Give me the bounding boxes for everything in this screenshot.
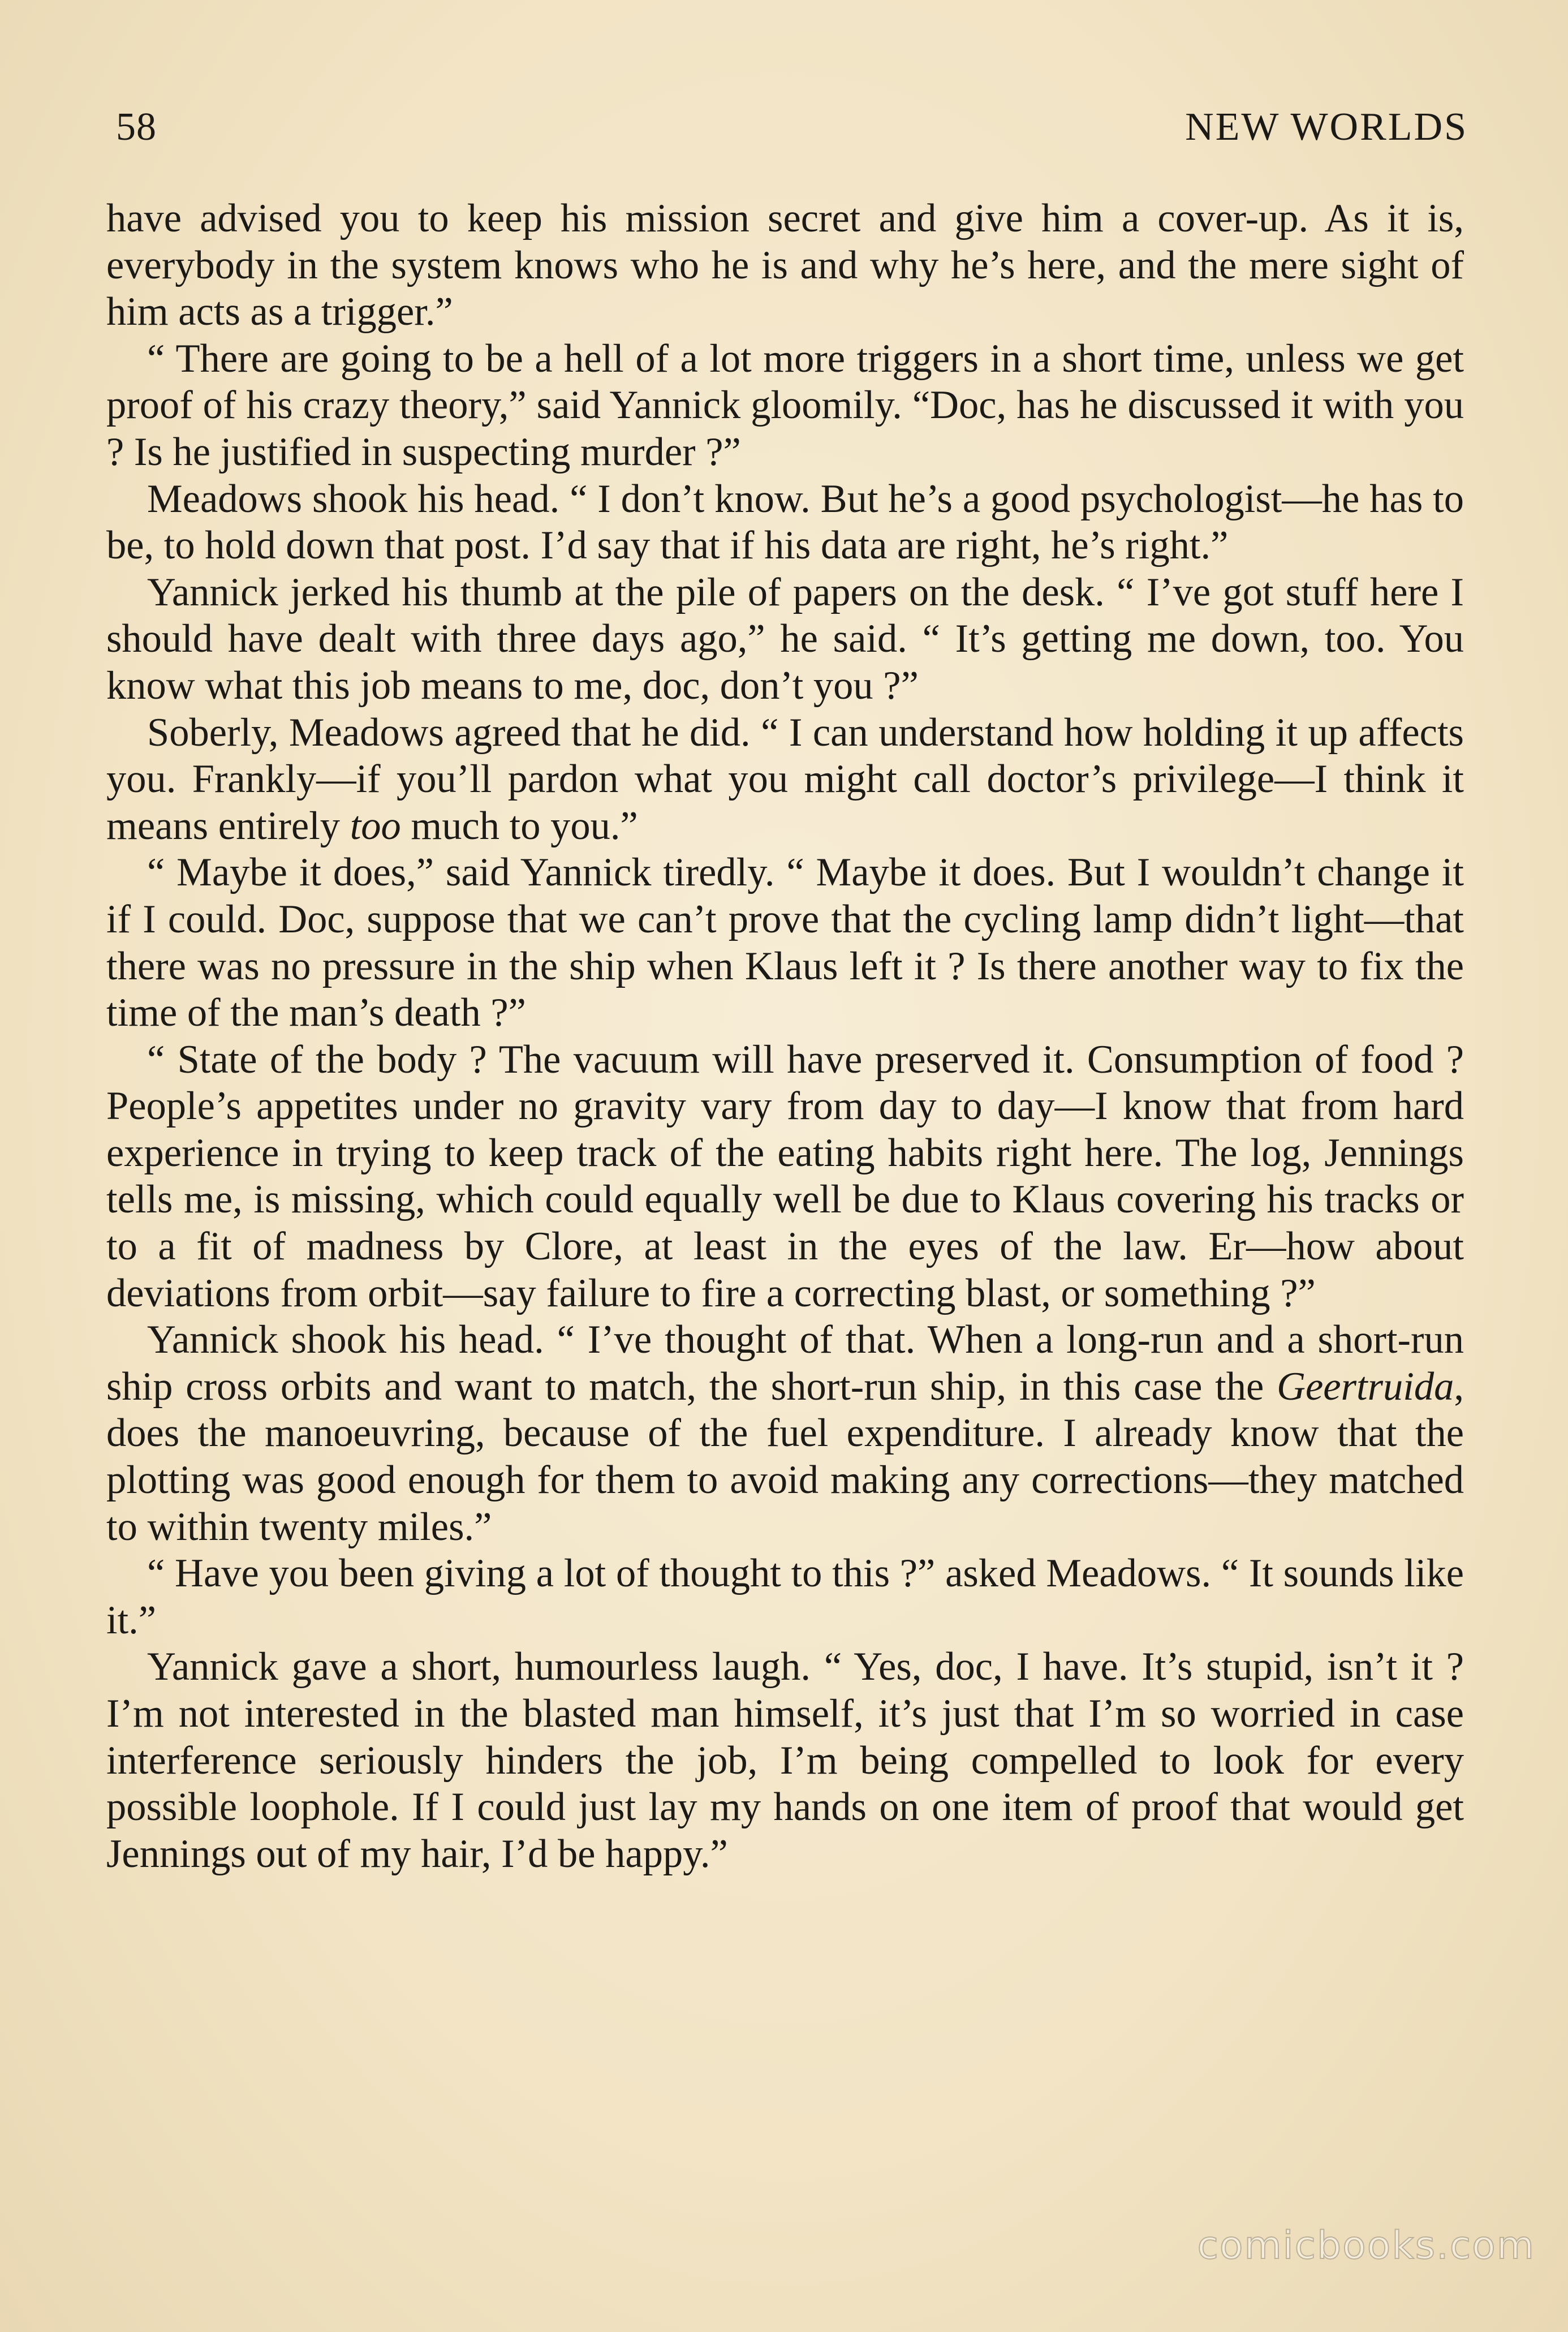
page-number: 58 (116, 105, 157, 149)
paragraph (106, 709, 1464, 850)
paragraph (106, 335, 1464, 476)
text-span: “ State of the body ? The vacuum will have preserved it. Consumption of food ? People’s appetites under no gravity vary from day to day—I know that from hard experience in trying to keep track of the eating habits right here. The log, Jennings tells me, is missing, which could equally well be due to Klaus covering his tracks or to a fit of madness by Clore, at least in the eyes of the law. Er—how about deviations from orbit—say failure to fire a correcting blast, or something ?” (106, 1037, 1464, 1315)
text-span: “ Have you been giving a lot of thought to this ?” asked Meadows. “ It sounds like it.” (106, 1551, 1464, 1642)
text-span: Yannick shook his head. “ I’ve thought of that. When a long-run and a short-run ship cross orbits and want to match, the short-run ship, in this case the (106, 1318, 1464, 1409)
paragraph (106, 1550, 1464, 1643)
text-span: Yannick jerked his thumb at the pile of papers on the desk. “ I’ve got stuff here I should have dealt with three days ago,” he said. “ It’s getting me down, too. You know what this job means to me, doc, don’t you ?” (106, 570, 1464, 708)
running-head (116, 96, 1468, 158)
body-text (106, 195, 1464, 1877)
paragraph (106, 849, 1464, 1036)
text-span: “ Maybe it does,” said Yannick tiredly. “ Maybe it does. But I wouldn’t change it if I could. Doc, suppose that we can’t prove that the cycling lamp didn’t light—that there was no pressure in the ship when Klaus left it ? Is there another way to fix the time of the man’s death ?” (106, 850, 1464, 1035)
paragraph (106, 195, 1464, 335)
paragraph (106, 1643, 1464, 1877)
text-span: Meadows shook his head. “ I don’t know. But he’s a good psychologist—he has to be, to hold down that post. I’d say that if his data are right, he’s right.” (106, 476, 1464, 568)
site-watermark: comicbooks.com (1197, 2223, 1535, 2268)
paragraph (106, 1036, 1464, 1317)
text-span: Soberly, Meadows agreed that he did. “ I can understand how holding it up affects you. Frankly—if you’ll pardon what you might call doctor’s privilege—I think it means entirely (106, 710, 1464, 848)
paragraph (106, 476, 1464, 569)
text-span: Yannick gave a short, humourless laugh. “ Yes, doc, I have. It’s stupid, isn’t it ? I’m not interested in the blasted man himself, it’s just that I’m so worried in case interference seriously hinders the job, I’m being compelled to look for every possible loophole. If I could just lay my hands on one item of proof that would get Jennings out of my hair, I’d be happy.” (106, 1645, 1464, 1876)
journal-title: NEW WORLDS (1185, 105, 1468, 149)
emphasis-text: too (350, 803, 401, 848)
text-span: have advised you to keep his mission secret and give him a cover-up. As it is, everybody in the system knows who he is and why he’s here, and the mere sight of him acts as a trigger.” (106, 196, 1464, 334)
text-span: “ There are going to be a hell of a lot more triggers in a short time, unless we get proof of his crazy theory,” said Yannick gloomily. “Doc, has he discussed it with you ? Is he justified in suspecting murder ?” (106, 336, 1464, 474)
text-span: much to you.” (400, 803, 638, 848)
ship-name: Geertruida (1277, 1364, 1454, 1409)
text-span: , does the manoeuvring, because of the fuel expenditure. I already know that the plotting was good enough for them to avoid making any corrections—they matched to within twenty miles.” (106, 1364, 1464, 1549)
paragraph (106, 569, 1464, 709)
paragraph (106, 1316, 1464, 1550)
